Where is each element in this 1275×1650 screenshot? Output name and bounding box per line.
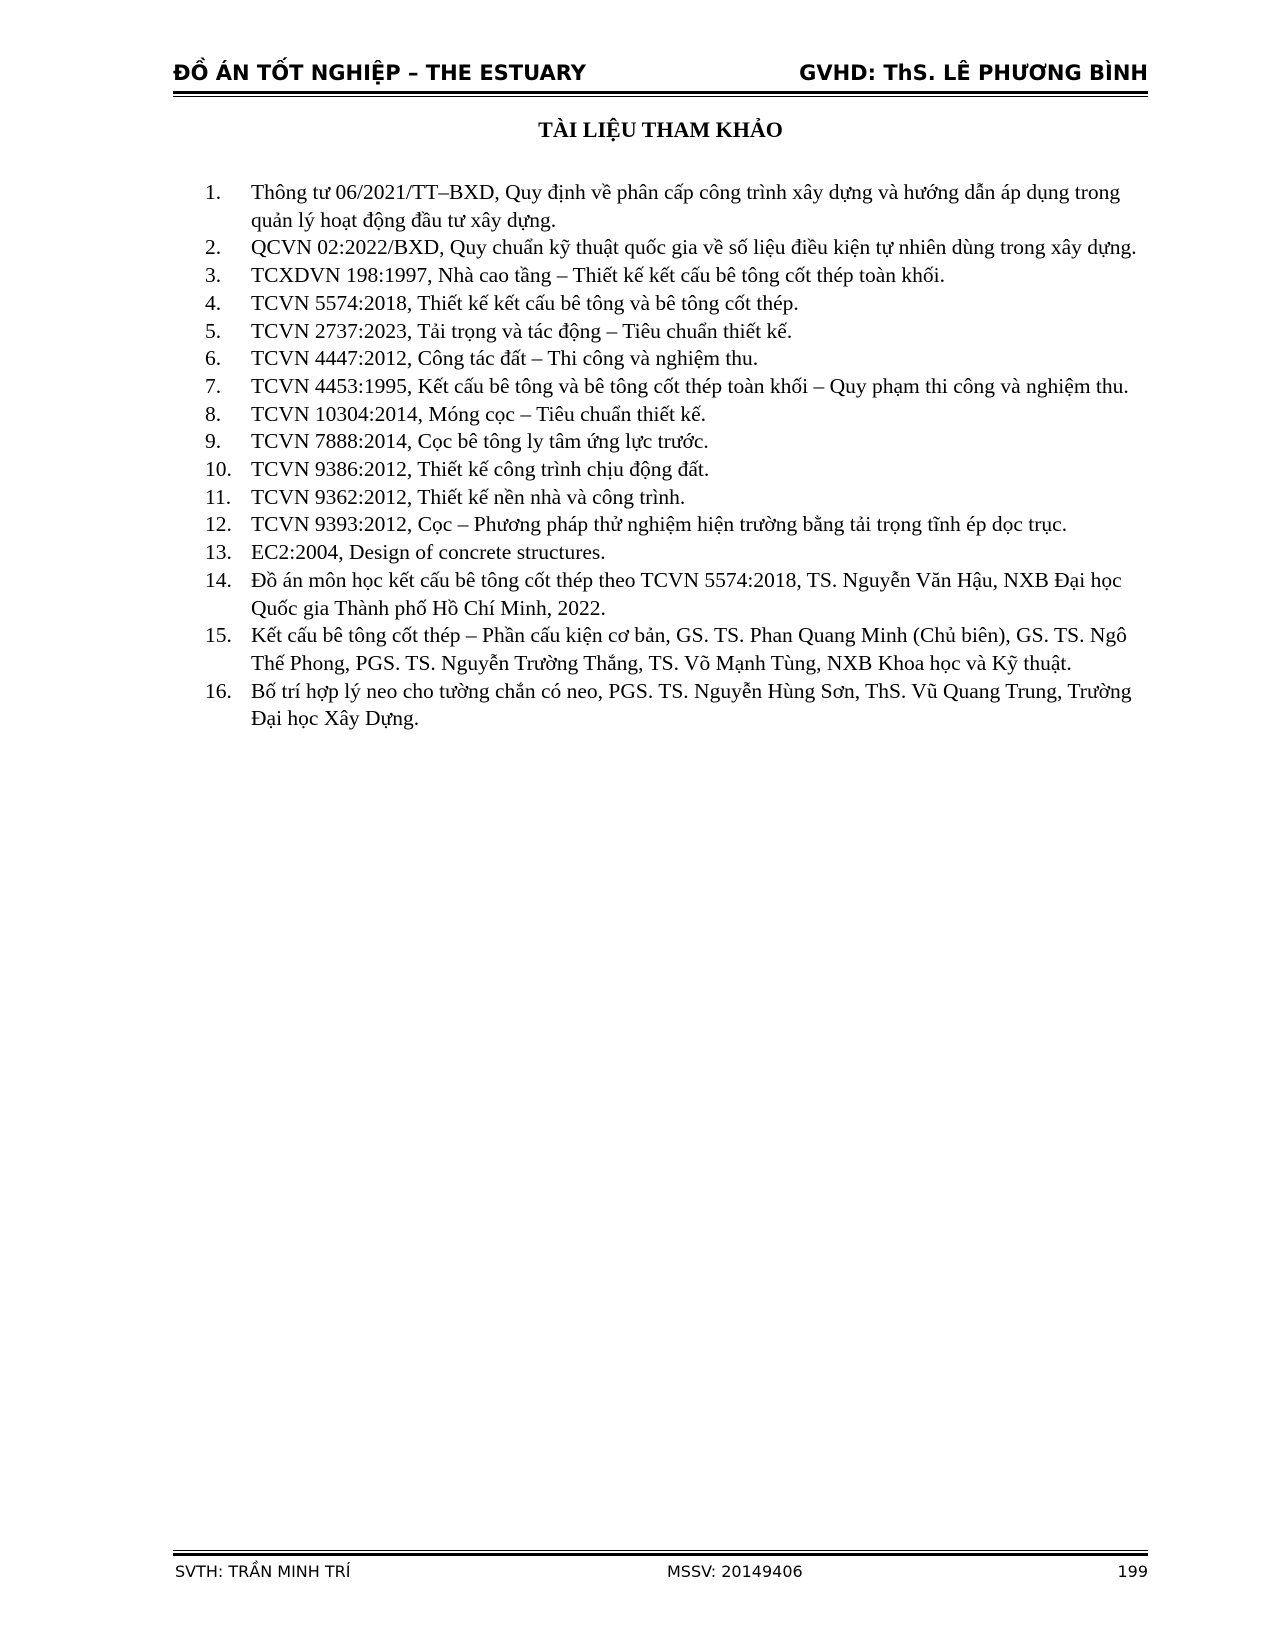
reference-number: 11. — [205, 484, 232, 509]
footer-rule-thick — [173, 1553, 1148, 1556]
reference-text: Thông tư 06/2021/TT–BXD, Quy định về phân cấp công trình xây dựng và hướng dẫn áp dụng trong quản lý hoạt động đầu tư xây dựng. — [251, 180, 1121, 232]
reference-number: 13. — [205, 540, 232, 565]
header-project-title: ĐỒ ÁN TỐT NGHIỆP – THE ESTUARY — [173, 61, 587, 85]
reference-number: 6. — [205, 346, 222, 371]
reference-item — [205, 179, 1150, 234]
reference-text: TCVN 9386:2012, Thiết kế công trình chịu động đất. — [251, 457, 710, 482]
reference-number: 1. — [205, 180, 222, 204]
reference-text: QCVN 02:2022/BXD, Quy chuẩn kỹ thuật quốc gia về số liệu điều kiện tự nhiên dùng trong xây dựng. — [251, 235, 1137, 260]
header-advisor: GVHD: ThS. LÊ PHƯƠNG BÌNH — [799, 61, 1148, 85]
reference-text: TCXDVN 198:1997, Nhà cao tầng – Thiết kế kết cấu bê tông cốt thép toàn khối. — [251, 263, 946, 288]
reference-item — [205, 345, 1150, 373]
reference-number: 7. — [205, 373, 222, 398]
reference-text: EC2:2004, Design of concrete structures. — [251, 540, 606, 565]
reference-text: TCVN 2737:2023, Tải trọng và tác động – Tiêu chuẩn thiết kế. — [251, 318, 793, 343]
header-rule-thin — [173, 96, 1148, 97]
reference-number: 9. — [205, 429, 222, 454]
reference-text: TCVN 9393:2012, Cọc – Phương pháp thử nghiệm hiện trường bằng tải trọng tĩnh ép dọc trục. — [251, 512, 1068, 537]
reference-text: Đồ án môn học kết cấu bê tông cốt thép theo TCVN 5574:2018, TS. Nguyễn Văn Hậu, NXB Đại học Quốc gia Thành phố Hồ Chí Minh, 2022. — [251, 567, 1122, 620]
page-header — [173, 58, 1148, 90]
reference-item — [205, 539, 1150, 567]
header-rule-thick — [173, 91, 1148, 94]
reference-item — [205, 262, 1150, 290]
reference-number: 16. — [205, 678, 232, 703]
reference-item — [205, 511, 1150, 539]
reference-item — [205, 622, 1150, 677]
reference-text: TCVN 4447:2012, Công tác đất – Thi công và nghiệm thu. — [251, 346, 759, 371]
reference-text: TCVN 9362:2012, Thiết kế nền nhà và công trình. — [251, 484, 686, 509]
reference-text: Kết cấu bê tông cốt thép – Phần cấu kiện cơ bản, GS. TS. Phan Quang Minh (Chủ biên), GS. TS. Ngô Thế Phong, PGS. TS. Nguyễn Trường Thắng, TS. Võ Mạnh Tùng, NXB Khoa học và Kỹ thuật. — [251, 623, 1127, 675]
reference-item — [205, 678, 1150, 733]
page-title: TÀI LIỆU THAM KHẢO — [538, 117, 783, 142]
reference-number: 12. — [205, 512, 232, 537]
reference-text: Bố trí hợp lý neo cho tường chắn có neo, PGS. TS. Nguyễn Hùng Sơn, ThS. Vũ Quang Trung, Trường Đại học Xây Dựng. — [251, 678, 1132, 731]
reference-item — [205, 484, 1150, 512]
reference-list — [205, 179, 1150, 733]
reference-number: 4. — [205, 290, 222, 315]
reference-item — [205, 401, 1150, 429]
reference-number: 15. — [205, 623, 232, 648]
reference-item — [205, 318, 1150, 346]
reference-text: TCVN 7888:2014, Cọc bê tông ly tâm ứng lực trước. — [251, 429, 709, 454]
page-footer — [173, 1559, 1148, 1585]
footer-rule-thin — [173, 1550, 1148, 1551]
reference-text: TCVN 10304:2014, Móng cọc – Tiêu chuẩn thiết kế. — [251, 401, 707, 426]
reference-item — [205, 567, 1150, 622]
reference-number: 3. — [205, 263, 222, 288]
reference-item — [205, 234, 1150, 262]
reference-number: 5. — [205, 318, 222, 343]
reference-number: 2. — [205, 235, 222, 260]
reference-number: 10. — [205, 457, 232, 482]
reference-item — [205, 428, 1150, 456]
reference-number: 14. — [205, 567, 232, 592]
reference-item — [205, 456, 1150, 484]
page-number: 199 — [1117, 1562, 1148, 1581]
reference-item — [205, 290, 1150, 318]
footer-student-id: MSSV: 20149406 — [667, 1562, 803, 1581]
reference-number: 8. — [205, 401, 222, 426]
reference-text: TCVN 5574:2018, Thiết kế kết cấu bê tông và bê tông cốt thép. — [251, 290, 799, 315]
reference-item — [205, 373, 1150, 401]
footer-student: SVTH: TRẦN MINH TRÍ — [175, 1562, 351, 1581]
reference-text: TCVN 4453:1995, Kết cấu bê tông và bê tông cốt thép toàn khối – Quy phạm thi công và nghiệm thu. — [251, 373, 1129, 398]
